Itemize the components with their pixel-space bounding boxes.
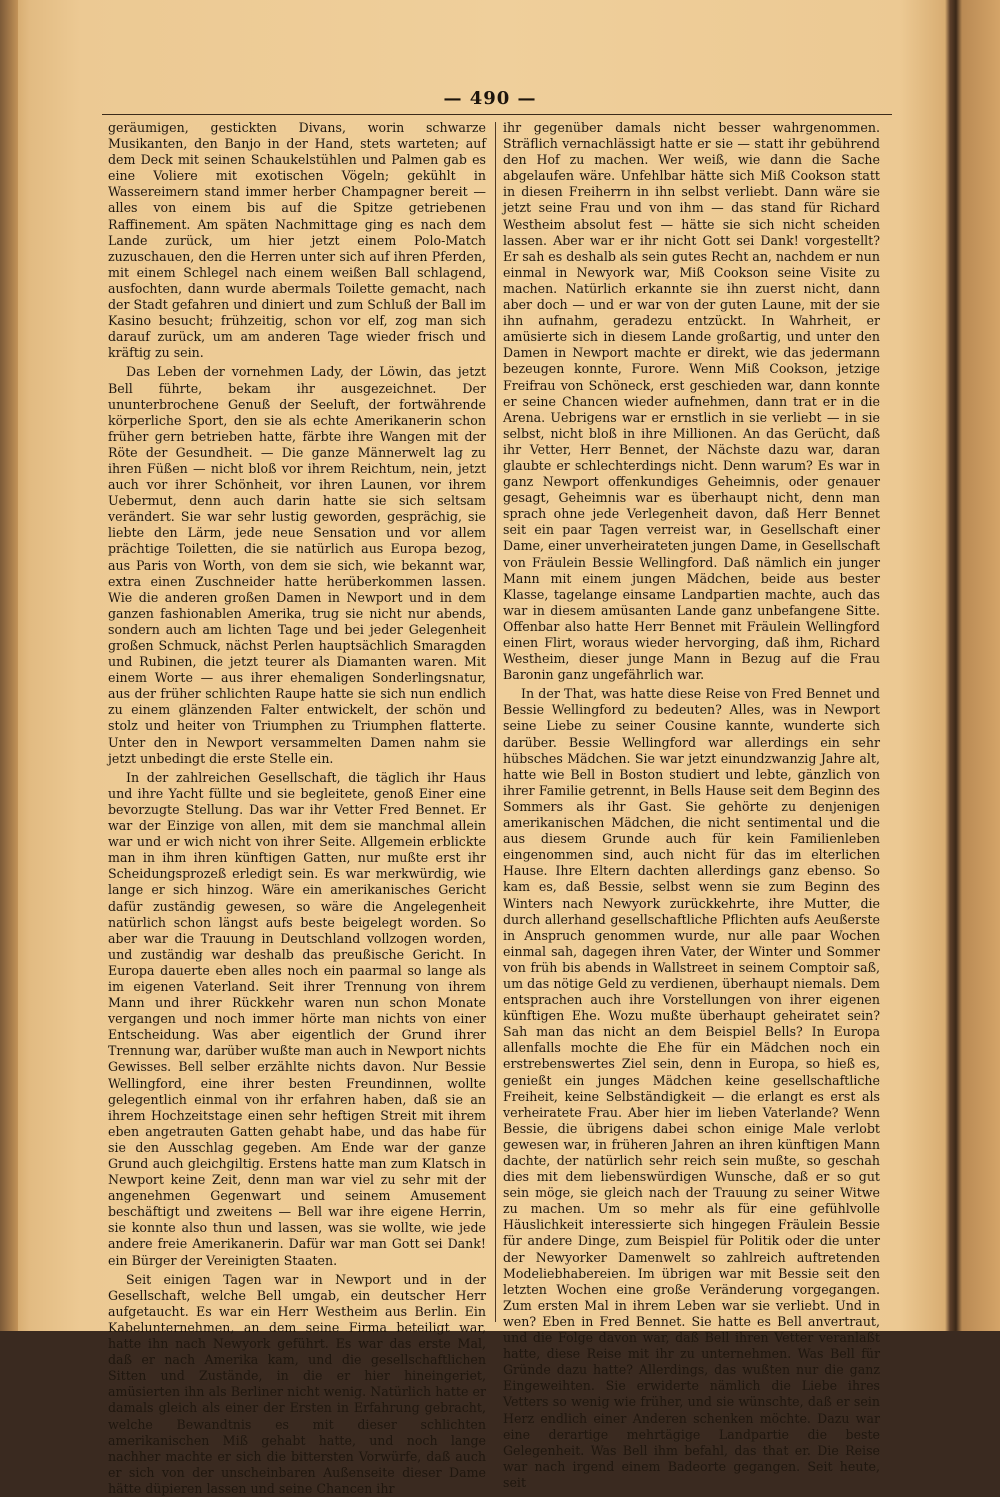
paragraph: In der zahlreichen Gesellschaft, die täglich ihr Haus und ihre Yacht füllte und sie begleitete, genoß Einer eine bevorzugte Stellung. Das war ihr Vetter Fred Bennet. Er war der Einzige von allen, mit dem sie manchmal allein war und er wich nicht von ihrer Seite. Allgemein erblickte man in ihm ihren künftigen Gatten, nur mußte erst ihr Scheidungsprozeß erledigt sein. Es war merkwürdig, wie lange er sich hinzog. Wäre ein amerikanisches Gericht dafür zuständig gewesen, so wäre die Angelegenheit natürlich schon längst aufs beste beigelegt worden. So aber war die Trauung in Deutschland vollzogen worden, und zuständig war deshalb das preußische Gericht. In Europa dauerte eben alles noch ein paarmal so lange als im eigenen Vaterland. Seit ihrer Trennung von ihrem Mann und ihrer Rückkehr waren nun schon Monate vergangen und noch immer hörte man nichts von einer Entscheidung. Was aber eigentlich der Grund ihrer Trennung war, darüber wußte man auch in Newport nichts Gewisses. Bell selber erzählte nichts davon. Nur Bessie Wellingford, eine ihrer besten Freundinnen, wollte gelegentlich einmal von ihr erfahren haben, daß sie an ihrem Hochzeitstage einen sehr heftigen Streit mit ihrem eben angetrauten Gatten gehabt habe, und das habe für sie den Ausschlag gegeben. Am Ende war der ganze Grund auch gleichgiltig. Erstens hatte man zum Klatsch in Newport keine Zeit, denn man war viel zu sehr mit der angenehmen Gegenwart und seinem Amusement beschäftigt und zweitens — Bell war ihre eigene Herrin, sie konnte also thun und lassen, was sie wollte, wie jede andere freie Amerikanerin. Dafür war man Gott sei Dank! ein Bürger der Vereinigten Staaten. — [108, 769, 486, 1268]
page-number: — 490 — — [443, 88, 537, 109]
paragraph: Das Leben der vornehmen Lady, der Löwin, das jetzt Bell führte, bekam ihr ausgezeichnet. Der ununterbrochene Genuß der Seeluft, der fortwährende körperliche Sport, den sie als echte Amerikanerin schon früher gern betrieben hatte, färbte ihre Wangen mit der Röte der Gesundheit. — Die ganze Männerwelt lag zu ihren Füßen — nicht bloß vor ihrem Reichtum, nein, jetzt auch vor ihrer Schönheit, vor ihren Launen, vor ihrem Uebermut, denn auch darin hatte sie sich seltsam verändert. Sie war sehr lustig geworden, gesprächig, sie liebte den Lärm, jede neue Sensation und vor allem prächtige Toiletten, die sie natürlich aus Europa bezog, aus Paris von Worth, von dem sie sich, wie bekannt war, extra einen Zuschneider hatte herüberkommen lassen. Wie die anderen großen Damen in Newport und in dem ganzen fashionablen Amerika, trug sie nicht nur abends, sondern auch am lichten Tage und bei jeder Gelegenheit großen Schmuck, nächst Perlen hauptsächlich Smaragden und Rubinen, die jetzt teurer als Diamanten waren. Mit einem Worte — aus ihrer ehemaligen Sonderlingsnatur, aus der früher schlichten Raupe hatte sie sich nun endlich zu einem glänzenden Falter entwickelt, der schön und stolz und heiter von Triumphen zu Triumphen flatterte. Unter den in Newport versammelten Damen nahm sie jetzt unbedingt die erste Stelle ein. — [108, 364, 486, 766]
paragraph: Seit einigen Tagen war in Newport und in der Gesellschaft, welche Bell umgab, ein deutscher Herr aufgetaucht. Es war ein Herr Westheim aus Berlin. Ein Kabelunternehmen, an dem seine Firma beteiligt war, hatte ihn nach Newyork geführt. Es war das erste Mal, daß er nach Amerika kam, und die gesellschaftlichen Sitten und Zustände, in die er hier hineingeriet, amüsierten ihn als Berliner nicht wenig. Natürlich hatte er damals gleich als einer der Ersten in Erfahrung gebracht, welche Bewandtnis es mit dieser schlichten amerikanischen Miß gehabt hatte, und noch lange nachher machte er sich die bittersten Vorwürfe, daß auch er sich von der unscheinbaren Außenseite dieser Dame hätte düpieren lassen und seine Chancen ihr — [108, 1271, 486, 1496]
paragraph: ihr gegenüber damals nicht besser wahrgenommen. Sträflich vernachlässigt hatte er sie — statt ihr gebührend den Hof zu machen. Wer weiß, wie dann die Sache abgelaufen wäre. Unfehlbar hätte sich Miß Cookson statt in diesen Freiherrn in ihn selbst verliebt. Dann wäre sie jetzt seine Frau und von ihm — das stand für Richard Westheim absolut fest — hätte sie sich nicht scheiden lassen. Aber war er ihr nicht Gott sei Dank! vorgestellt? Er sah es deshalb als sein gutes Recht an, nachdem er nun einmal in Newyork war, Miß Cookson seine Visite zu machen. Natürlich erkannte sie ihn zuerst nicht, dann aber doch — und er war von der guten Laune, mit der sie ihn aufnahm, geradezu entzückt. In Wahrheit, er amüsierte sich in diesem Lande großartig, und unter den Damen in Newport machte er direkt, wie das jedermann bezeugen konnte, Furore. Wenn Miß Cookson, jetzige Freifrau von Schöneck, erst geschieden war, dann konnte er seine Chancen wieder aufnehmen, dann trat er in die Arena. Uebrigens war er ernstlich in sie verliebt — in sie selbst, nicht bloß in ihre Millionen. An das Gerücht, daß ihr Vetter, Herr Bennet, der Nächste dazu war, daran glaubte er schlechterdings nicht. Denn warum? Es war in ganz Newport offenkundiges Geheimnis, oder genauer gesagt, Geheimnis war es überhaupt nicht, denn man sprach ohne jede Verlegenheit davon, daß Herr Bennet seit ein paar Tagen verreist war, in Gesellschaft einer Dame, einer unverheirateten jungen Dame, in Gesellschaft von Fräulein Bessie Wellingford. Daß nämlich ein junger Mann mit einem jungen Mädchen, beide aus bester Klasse, tagelange einsame Landpartien machte, auch das war in diesem amüsanten Lande ganz unbefangene Sitte. Offenbar also hatte Herr Bennet mit Fräulein Wellingford einen Flirt, woraus wieder hervorging, daß ihm, Richard Westheim, dieser junge Mann in Bezug auf die Frau Baronin ganz ungefährlich war. — [503, 120, 880, 683]
paragraph: geräumigen, gestickten Divans, worin schwarze Musikanten, den Banjo in der Hand, stets warteten; auf dem Deck mit seinen Schaukelstühlen und Palmen gab es eine Voliere mit exotischen Vögeln; gekühlt in Wassereimern stand immer herber Champagner bereit — alles von einem bis auf die Spitze getriebenen Raffinement. Am späten Nachmittage ging es nach dem Lande zurück, um hier jetzt einem Polo-Match zuzuschauen, den die Herren unter sich auf ihren Pferden, mit einem Schlegel nach einem weißen Ball schlagend, ausfochten, dann wurde abermals Toilette gemacht, nach der Stadt gefahren und diniert und zum Schluß der Ball im Kasino besucht; frühzeitig, schon vor elf, zog man sich darauf zurück, um am anderen Tage wieder frisch und kräftig zu sein. — [108, 120, 486, 361]
right-column — [503, 120, 880, 1490]
page-left-edge — [0, 0, 18, 1331]
column-divider — [495, 122, 496, 1322]
header-rule — [102, 114, 892, 115]
paragraph: In der That, was hatte diese Reise von Fred Bennet und Bessie Wellingford zu bedeuten? Alles, was in Newport seine Liebe zu seiner Cousine kannte, wunderte sich darüber. Bessie Wellingford war allerdings ein sehr hübsches Mädchen. Sie war jetzt einundzwanzig Jahre alt, hatte wie Bell in Boston studiert und lebte, gänzlich von ihrer Familie getrennt, in Bells Hause seit dem Beginn des Sommers als ihr Gast. Sie gehörte zu denjenigen amerikanischen Mädchen, die nicht sentimental und die aus diesem Grunde auch für kein Familienleben eingenommen sind, auch nicht für das im elterlichen Hause. Ihre Eltern dachten allerdings ganz ebenso. So kam es, daß Bessie, selbst wenn sie zum Beginn des Winters nach Newyork zurückkehrte, ihre Mutter, die durch allerhand gesellschaftliche Pflichten aufs Aeußerste in Anspruch genommen wurde, nur alle paar Wochen einmal sah, dagegen ihren Vater, der Winter und Sommer von früh bis abends in Wallstreet in seinem Comptoir saß, um das nötige Geld zu verdienen, überhaupt niemals. Dem entsprachen auch ihre Vorstellungen von ihrer eigenen künftigen Ehe. Wozu mußte überhaupt geheiratet sein? Sah man das nicht an dem Beispiel Bells? In Europa allenfalls mochte die Ehe für ein Mädchen noch ein erstrebenswertes Ziel sein, denn in Europa, so hieß es, genießt ein junges Mädchen keine gesellschaftliche Freiheit, keine Selbständigkeit — die erlangt es erst als verheiratete Frau. Aber hier im lieben Vaterlande? Wenn Bessie, die übrigens dabei schon einige Male verlobt gewesen war, in früheren Jahren an ihren künftigen Mann dachte, der natürlich sehr reich sein mußte, so geschah dies mit dem liebenswürdigen Wunsche, daß er so gut sein möge, sie gleich nach der Trauung zu seiner Witwe zu machen. Um so mehr als für eine gefühlvolle Häuslichkeit interessierte sich hingegen Fräulein Bessie für andere Dinge, zum Beispiel für Politik oder die unter der Newyorker Damenwelt so zahlreich auftretenden Modeliebhabereien. Im übrigen war mit Bessie seit den letzten Wochen eine große Veränderung vorgegangen. Zum ersten Mal in ihrem Leben war sie verliebt. Und in wen? Eben in Fred Bennet. Sie hatte es Bell anvertraut, und die Folge davon war, daß Bell ihren Vetter veranlaßt hatte, diese Reise mit ihr zu unternehmen. Was Bell für Gründe dazu hatte? Allerdings, das wußten nur die ganz Eingeweihten. Sie erwiderte nämlich die Liebe ihres Vetters so wenig wie früher, und sie wünschte, daß er sein Herz endlich einer Anderen schenken möchte. Dazu war eine derartige mehrtägige Landpartie die beste Gelegenheit. Was Bell ihm befahl, das that er. Die Reise war nach irgend einem Badeorte gegangen. Seit heute, seit — [503, 686, 880, 1490]
left-column — [108, 120, 486, 1496]
